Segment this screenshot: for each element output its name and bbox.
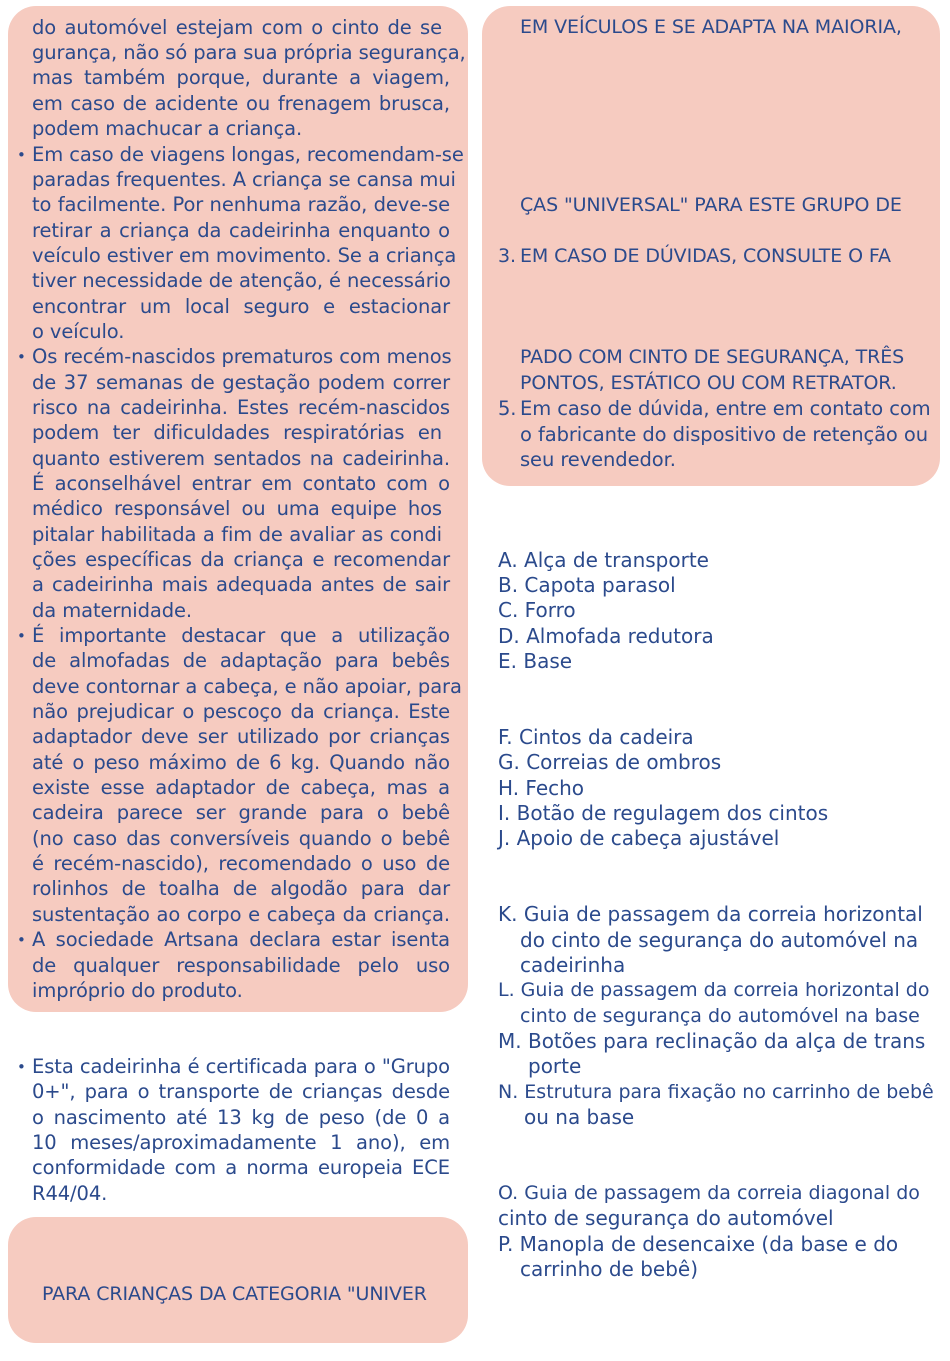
text-line: de 37 semanas de gestação podem correr (32, 371, 450, 394)
text-line: ções específicas da criança e recomendar (32, 548, 450, 571)
list-item: O. Guia de passagem da correia diagonal do (498, 1182, 920, 1204)
text-line: Em caso de viagens longas, recomendam-se (32, 143, 464, 166)
text-line: deve contornar a cabeça, e não apoiar, para (32, 675, 462, 698)
text-line: paradas frequentes. A criança se cansa mui (32, 168, 456, 191)
numbered-marker: 3. (498, 245, 516, 267)
list-item: M. Botões para reclinação da alça de trans (498, 1029, 926, 1053)
list-item: K. Guia de passagem da correia horizontal (498, 902, 923, 926)
text-line: impróprio do produto. (32, 979, 243, 1002)
text-line: pitalar habilitada a fim de avaliar as condi (32, 523, 442, 546)
text-line: de almofadas de adaptação para bebês (32, 649, 450, 672)
text-line: ÇAS "UNIVERSAL" PARA ESTE GRUPO DE (520, 194, 902, 216)
list-item: B. Capota parasol (498, 573, 676, 597)
text-line: seu revendedor. (520, 448, 676, 471)
text-line: retirar a criança da cadeirinha enquanto o (32, 219, 450, 242)
text-line: 0+", para o transporte de crianças desde (32, 1080, 450, 1103)
numbered-marker: 5. (498, 397, 517, 420)
list-item: C. Forro (498, 598, 576, 622)
list-item: cinto de segurança do automóvel (498, 1206, 834, 1230)
text-line: A sociedade Artsana declara estar isenta (32, 928, 450, 951)
bullet-icon: • (17, 146, 26, 164)
bullet-icon: • (17, 348, 26, 366)
text-line: PADO COM CINTO DE SEGURANÇA, TRÊS (520, 346, 905, 368)
category-text: PARA CRIANÇAS DA CATEGORIA "UNIVER (42, 1283, 427, 1305)
list-item: I. Botão de regulagem dos cintos (498, 801, 829, 825)
list-item: F. Cintos da cadeira (498, 725, 694, 749)
text-line: tiver necessidade de atenção, é necessário (32, 269, 451, 292)
text-line: não prejudicar o pescoço da criança. Este (32, 700, 450, 723)
text-line: É aconselhável entrar em contato com o (32, 472, 450, 495)
text-line: existe esse adaptador de cabeça, mas a (32, 776, 450, 799)
category-box (8, 1217, 468, 1343)
list-item: carrinho de bebê) (520, 1257, 699, 1281)
text-line: de qualquer responsabilidade pelo uso (32, 954, 450, 977)
text-line: Em caso de dúvida, entre em contato com (520, 397, 931, 420)
text-line: to facilmente. Por nenhuma razão, deve-se (32, 193, 450, 216)
text-line: risco na cadeirinha. Estes recém-nascidos (32, 396, 450, 419)
text-line: a cadeirinha mais adequada antes de sair (32, 573, 450, 596)
list-item: N. Estrutura para fixação no carrinho de bebê (498, 1081, 934, 1103)
text-line: médico responsável ou uma equipe hos (32, 497, 442, 520)
text-line: sustentação ao corpo e cabeça da criança. (32, 903, 450, 926)
text-line: em caso de acidente ou frenagem brusca, (32, 92, 450, 115)
text-line: até o peso máximo de 6 kg. Quando não (32, 751, 450, 774)
text-line: 10 meses/aproximadamente 1 ano), em (32, 1131, 450, 1154)
list-item: cadeirinha (520, 953, 626, 977)
list-item: G. Correias de ombros (498, 750, 722, 774)
text-line: conformidade com a norma europeia ECE (32, 1156, 450, 1179)
text-line: o veículo. (32, 320, 125, 343)
text-line: encontrar um local seguro e estacionar (32, 295, 450, 318)
list-item: J. Apoio de cabeça ajustável (498, 826, 780, 850)
list-item: D. Almofada redutora (498, 624, 714, 648)
text-line: Esta cadeirinha é certificada para o "Grupo (32, 1055, 450, 1078)
text-line: EM VEÍCULOS E SE ADAPTA NA MAIORIA, (520, 16, 902, 38)
text-line: (no caso das conversíveis quando o bebê (32, 827, 450, 850)
text-line: É importante destacar que a utilização (32, 624, 450, 647)
text-line: rolinhos de toalha de algodão para dar (32, 877, 450, 900)
list-item: porte (528, 1054, 582, 1078)
bullet-icon: • (17, 931, 26, 949)
text-line: cadeira parece ser grande para o bebê (32, 801, 450, 824)
text-line: é recém-nascido), recomendado o uso de (32, 852, 450, 875)
list-item: E. Base (498, 649, 573, 673)
text-line: o fabricante do dispositivo de retenção ou (520, 423, 928, 446)
text-line: veículo estiver em movimento. Se a criança (32, 244, 457, 267)
list-item: P. Manopla de desencaixe (da base e do (498, 1232, 899, 1256)
text-line: R44/04. (32, 1182, 108, 1205)
text-line: PONTOS, ESTÁTICO OU COM RETRATOR. (520, 372, 897, 394)
list-item: A. Alça de transporte (498, 548, 709, 572)
text-line: mas também porque, durante a viagem, (32, 66, 450, 89)
text-line: quanto estiverem sentados na cadeirinha. (32, 447, 450, 470)
text-line: podem machucar a criança. (32, 117, 303, 140)
bullet-icon: • (17, 1058, 26, 1076)
bullet-icon: • (17, 627, 26, 645)
text-line: do automóvel estejam com o cinto de se (32, 16, 442, 39)
text-line: adaptador deve ser utilizado por crianças (32, 725, 450, 748)
list-item: H. Fecho (498, 776, 585, 800)
list-item: cinto de segurança do automóvel na base (520, 1005, 920, 1027)
list-item: L. Guia de passagem da correia horizontal do (498, 979, 930, 1001)
text-line: EM CASO DE DÚVIDAS, CONSULTE O FA (520, 245, 891, 267)
text-line: o nascimento até 13 kg de peso (de 0 a (32, 1106, 450, 1129)
text-line: gurança, não só para sua própria segurança, (32, 41, 466, 64)
list-item: do cinto de segurança do automóvel na (520, 928, 919, 952)
list-item: ou na base (524, 1105, 635, 1129)
text-line: da maternidade. (32, 599, 192, 622)
text-line: Os recém-nascidos prematuros com menos (32, 345, 452, 368)
text-line: podem ter dificuldades respiratórias en (32, 421, 442, 444)
